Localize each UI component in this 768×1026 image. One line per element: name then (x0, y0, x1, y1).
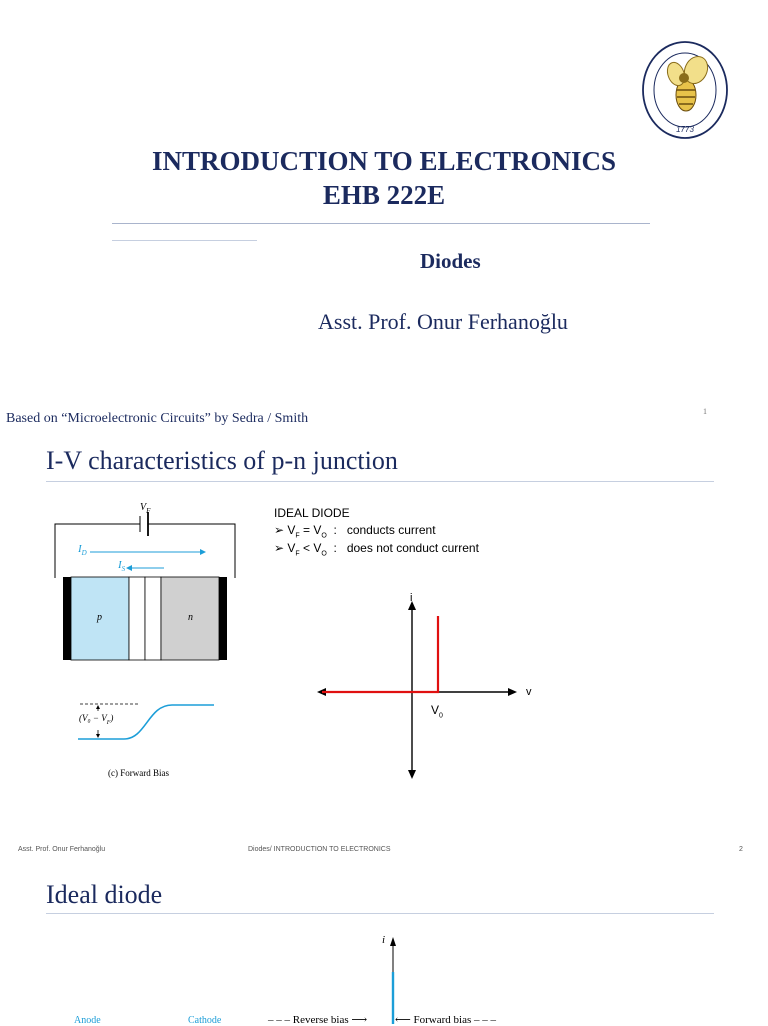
forward-bias-label: ⟵ Forward bias – – – (395, 1014, 497, 1026)
university-logo (640, 40, 730, 140)
current-id-label: $I_D$ (78, 543, 87, 558)
ideal-diode-iv-partial (360, 930, 440, 1024)
iv-characteristic-graph (312, 596, 524, 782)
cathode-label: Cathode (188, 1015, 222, 1026)
anode-label: Anode (74, 1015, 101, 1026)
author-name: Asst. Prof. Onur Ferhanoğlu (318, 309, 568, 334)
source-credit: Based on “Microelectronic Circuits” by Sedra / Smith (6, 411, 309, 426)
slide3-title-rule (46, 913, 714, 914)
current-is-label: $I_S$ (118, 559, 126, 574)
ideal-diode-heading: IDEAL DIODE (274, 506, 350, 520)
arrow-left-icon: ⟵ (395, 1014, 411, 1026)
graph-i-label: i (410, 592, 413, 604)
deck-subtitle: Diodes (420, 249, 481, 273)
slide2-title: I-V characteristics of p-n junction (46, 446, 398, 475)
arrow-right-icon: ⟶ (351, 1014, 368, 1026)
title-rule-short (112, 240, 257, 241)
page-number-1: 1 (703, 407, 707, 416)
bullet-arrow-icon: ➢ (274, 523, 288, 537)
slide2-footer-author: Asst. Prof. Onur Ferhanoğlu (18, 846, 106, 853)
deck-title-line2: EHB 222E (322, 180, 446, 210)
slide3-i-label: i (382, 934, 386, 946)
ideal-bullet-blocks: ➢ $V_F < V_O$ : does not conduct current (274, 541, 479, 558)
logo-year: 1773 (676, 125, 694, 134)
ideal-bullet-conducts: ➢ $V_F = V_O$ : conducts current (274, 523, 436, 540)
graph-v0-label: $V_0$ (431, 703, 443, 720)
slide3-title: Ideal diode (46, 880, 163, 909)
barrier-label: $(V_0 - V_F)$ (79, 713, 114, 726)
pn-junction-circuit (40, 496, 255, 668)
graph-v-label: v (526, 686, 532, 698)
title-rule (112, 223, 650, 224)
forward-bias-caption: (c) Forward Bias (108, 768, 169, 778)
bullet-arrow-icon: ➢ (274, 541, 288, 555)
slide2-footer-course: Diodes/ INTRODUCTION TO ELECTRONICS (248, 846, 391, 853)
n-region-label: n (188, 612, 193, 623)
slide2-title-rule (46, 481, 714, 482)
page-number-2: 2 (739, 846, 743, 853)
reverse-bias-label: – – – Reverse bias ⟶ (268, 1014, 368, 1026)
battery-vf-label: $V_F$ (140, 502, 151, 515)
deck-title-line1: INTRODUCTION TO ELECTRONICS (151, 146, 617, 176)
p-region-label: p (97, 612, 102, 623)
